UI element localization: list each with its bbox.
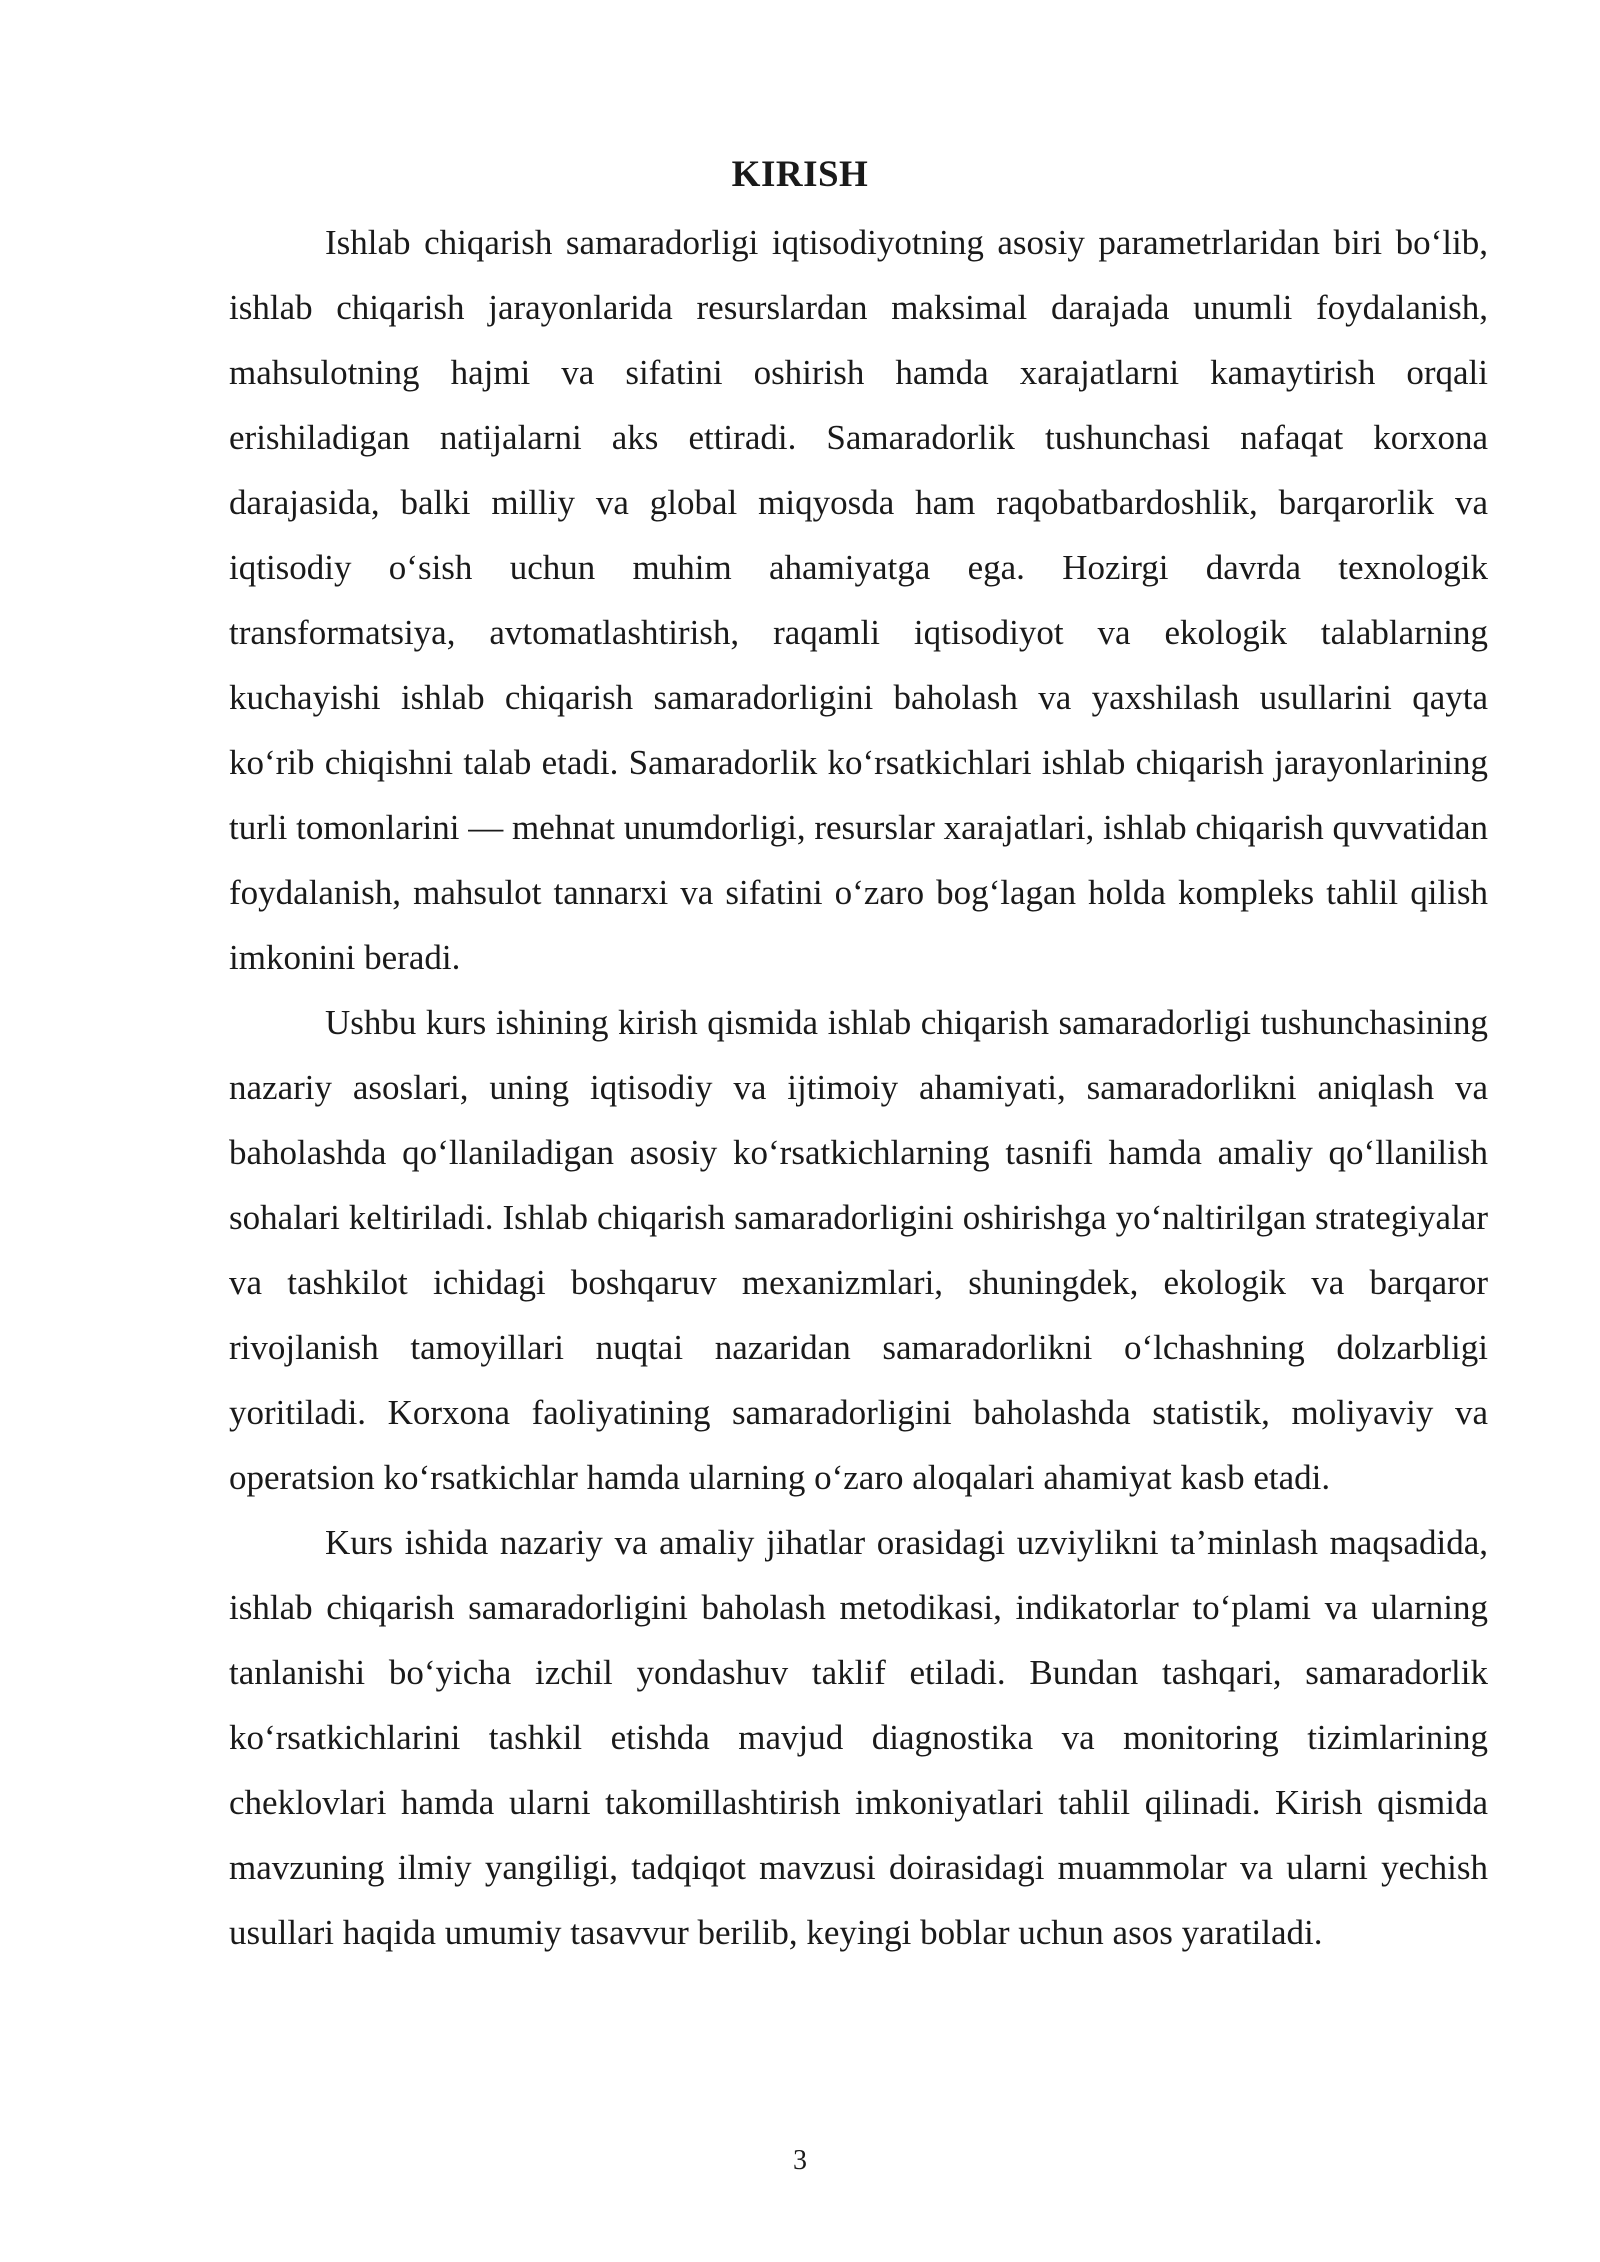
paragraph-2: Ushbu kurs ishining kirish qismida ishlab chiqarish samaradorligi tushunchasining nazariy asoslari, uning iqtisodiy va ijtimoiy ahamiyati, samaradorlikni aniqlash va baholashda qo‘llaniladigan asosiy ko‘rsatkichlarning tasnifi hamda amaliy qo‘llanilish sohalari keltiriladi. Ishlab chiqarish samaradorligini oshirishga yo‘naltirilgan strategiyalar va tashkilot ichidagi boshqaruv mexanizmlari, shuningdek, ekologik va barqaror rivojlanish tamoyillari nuqtai nazaridan samaradorlikni o‘lchashning dolzarbligi yoritiladi. Korxona faoliyatining samaradorligini baholashda statistik, moliyaviy va operatsion ko‘rsatkichlar hamda ularning o‘zaro aloqalari ahamiyat kasb etadi. bbox=[229, 1003, 1488, 1497]
paragraph-1: Ishlab chiqarish samaradorligi iqtisodiyotning asosiy parametrlaridan biri bo‘lib, ishlab chiqarish jarayonlarida resurslardan maksimal darajada unumli foydalanish, mahsulotning hajmi va sifatini oshirish hamda xarajatlarni kamaytirish orqali erishiladigan natijalarni aks ettiradi. Samaradorlik tushunchasi nafaqat korxona darajasida, balki milliy va global miqyosda ham raqobatbardoshlik, barqarorlik va iqtisodiy o‘sish uchun muhim ahamiyatga ega. Hozirgi davrda texnologik transformatsiya, avtomatlashtirish, raqamli iqtisodiyot va ekologik talablarning kuchayishi ishlab chiqarish samaradorligini baholash va yaxshilash usullarini qayta ko‘rib chiqishni talab etadi. Samaradorlik ko‘rsatkichlari ishlab chiqarish jarayonlarining turli tomonlarini — mehnat unumdorligi, resurslar xarajatlari, ishlab chiqarish quvvatidan foydalanish, mahsulot tannarxi va sifatini o‘zaro bog‘lagan holda kompleks tahlil qilish imkonini beradi. bbox=[229, 223, 1488, 977]
paragraph-3: Kurs ishida nazariy va amaliy jihatlar orasidagi uzviylikni ta’minlash maqsadida, ishlab chiqarish samaradorligini baholash metodikasi, indikatorlar to‘plami va ularning tanlanishi bo‘yicha izchil yondashuv taklif etiladi. Bundan tashqari, samaradorlik ko‘rsatkichlarini tashkil etishda mavjud diagnostika va monitoring tizimlarining cheklovlari hamda ularni takomillashtirish imkoniyatlari tahlil qilinadi. Kirish qismida mavzuning ilmiy yangiligi, tadqiqot mavzusi doirasidagi muammolar va ularni yechish usullari haqida umumiy tasavvur berilib, keyingi boblar uchun asos yaratiladi. bbox=[229, 1523, 1488, 1952]
body-text bbox=[229, 210, 1488, 1965]
section-title: KIRISH bbox=[731, 154, 869, 195]
page-number: 3 bbox=[793, 2145, 807, 2176]
